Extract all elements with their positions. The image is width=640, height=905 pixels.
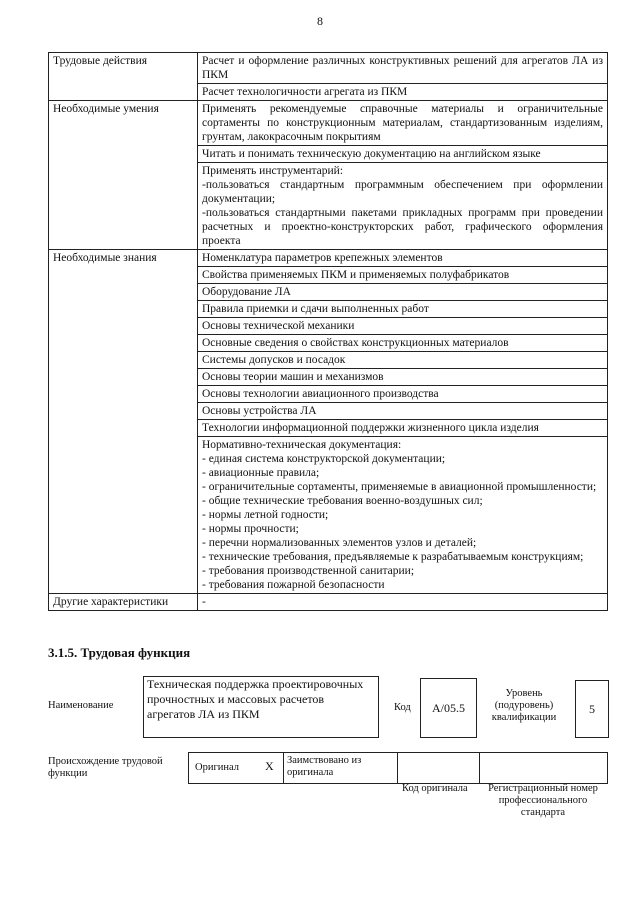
table-row [49,101,608,146]
table-cell: Системы допусков и посадок [198,352,608,369]
table-cell: Оборудование ЛА [198,284,608,301]
table-cell: Основы технической механики [198,318,608,335]
cell-line: - нормы летной годности; [202,509,329,521]
cell-line: - требования производственной санитарии; [202,565,415,577]
row-label: Другие характеристики [49,594,198,611]
borrowed-label: Заимствовано из оригинала [287,755,362,778]
cell-line: -пользоваться стандартным программным обеспечением при оформлении документации; [202,179,603,205]
table-cell: Расчет технологичности агрегата из ПКМ [198,84,608,101]
level-box: 5 [575,680,609,738]
divider [397,753,398,783]
table-cell: Применять рекомендуемые справочные материалы и ограничительные сортаменты по конструкционным материалам, стандартизованным изделиям, грунтам, лакокрасочным покрытиям [198,101,608,146]
code-label: Код [394,702,411,713]
cell-line: - ограничительные сортаменты, применяемые в авиационной промышленности; [202,481,597,493]
table-cell: Правила приемки и сдачи выполненных работ [198,301,608,318]
row-label: Трудовые действия [49,53,198,101]
page-number: 8 [317,14,323,28]
name-label: Наименование [48,700,114,711]
labor-actions-table [48,52,608,611]
row-label: Необходимые знания [49,250,198,594]
reg-number-label: Регистрационный номер профессионального стандарта [488,783,598,818]
table-cell: Основы технологии авиационного производства [198,386,608,403]
table-cell: - [198,594,608,611]
cell-line: Нормативно-техническая документация: [202,439,402,451]
table-cell: Читать и понимать техническую документацию на английском языке [198,146,608,163]
cell-line: - нормы прочности; [202,523,299,535]
cell-line: - технические требования, предъявляемые к разрабатываемым конструкциям; [202,551,584,563]
table-cell: Технологии информационной поддержки жизненного цикла изделия [198,420,608,437]
cell-line: - общие технические требования военно-воздушных сил; [202,495,483,507]
cell-line: -пользоваться стандартными пакетами прикладных программ при проведении расчетных и проектно-конструкторских работ, графического оформления проекта [202,207,603,247]
table-cell: Номенклатура параметров крепежных элементов [198,250,608,267]
cell-line: Применять инструментарий: [202,165,344,177]
function-name-box: Техническая поддержка проектировочных прочностных и массовых расчетов агрегатов ЛА из ПКМ [143,676,379,738]
divider [479,753,480,783]
divider [283,753,284,783]
code-box: А/05.5 [420,678,477,738]
table-cell: Свойства применяемых ПКМ и применяемых полуфабрикатов [198,267,608,284]
origin-table [188,752,608,784]
cell-line: - требования пожарной безопасности [202,579,385,591]
level-label: Уровень (подуровень) квалификации [491,688,557,723]
table-cell [198,163,608,250]
original-mark: X [265,759,274,773]
cell-line: - авиационные правила; [202,467,320,479]
cell-line: - единая система конструкторской документации; [202,453,446,465]
code-original-label: Код оригинала [402,783,468,794]
table-row [49,594,608,611]
original-label: Оригинал [195,762,239,773]
row-label: Необходимые умения [49,101,198,250]
section-title: 3.1.5. Трудовая функция [48,645,191,660]
table-cell [198,437,608,594]
origin-label: Происхождение трудовой функции [48,756,163,779]
table-cell: Основные сведения о свойствах конструкционных материалов [198,335,608,352]
table-cell: Основы устройства ЛА [198,403,608,420]
cell-line: - перечни нормализованных элементов узлов и деталей; [202,537,477,549]
table-cell: Расчет и оформление различных конструктивных решений для агрегатов ЛА из ПКМ [198,53,608,84]
table-cell: Основы теории машин и механизмов [198,369,608,386]
table-row [49,53,608,84]
table-row [49,250,608,267]
